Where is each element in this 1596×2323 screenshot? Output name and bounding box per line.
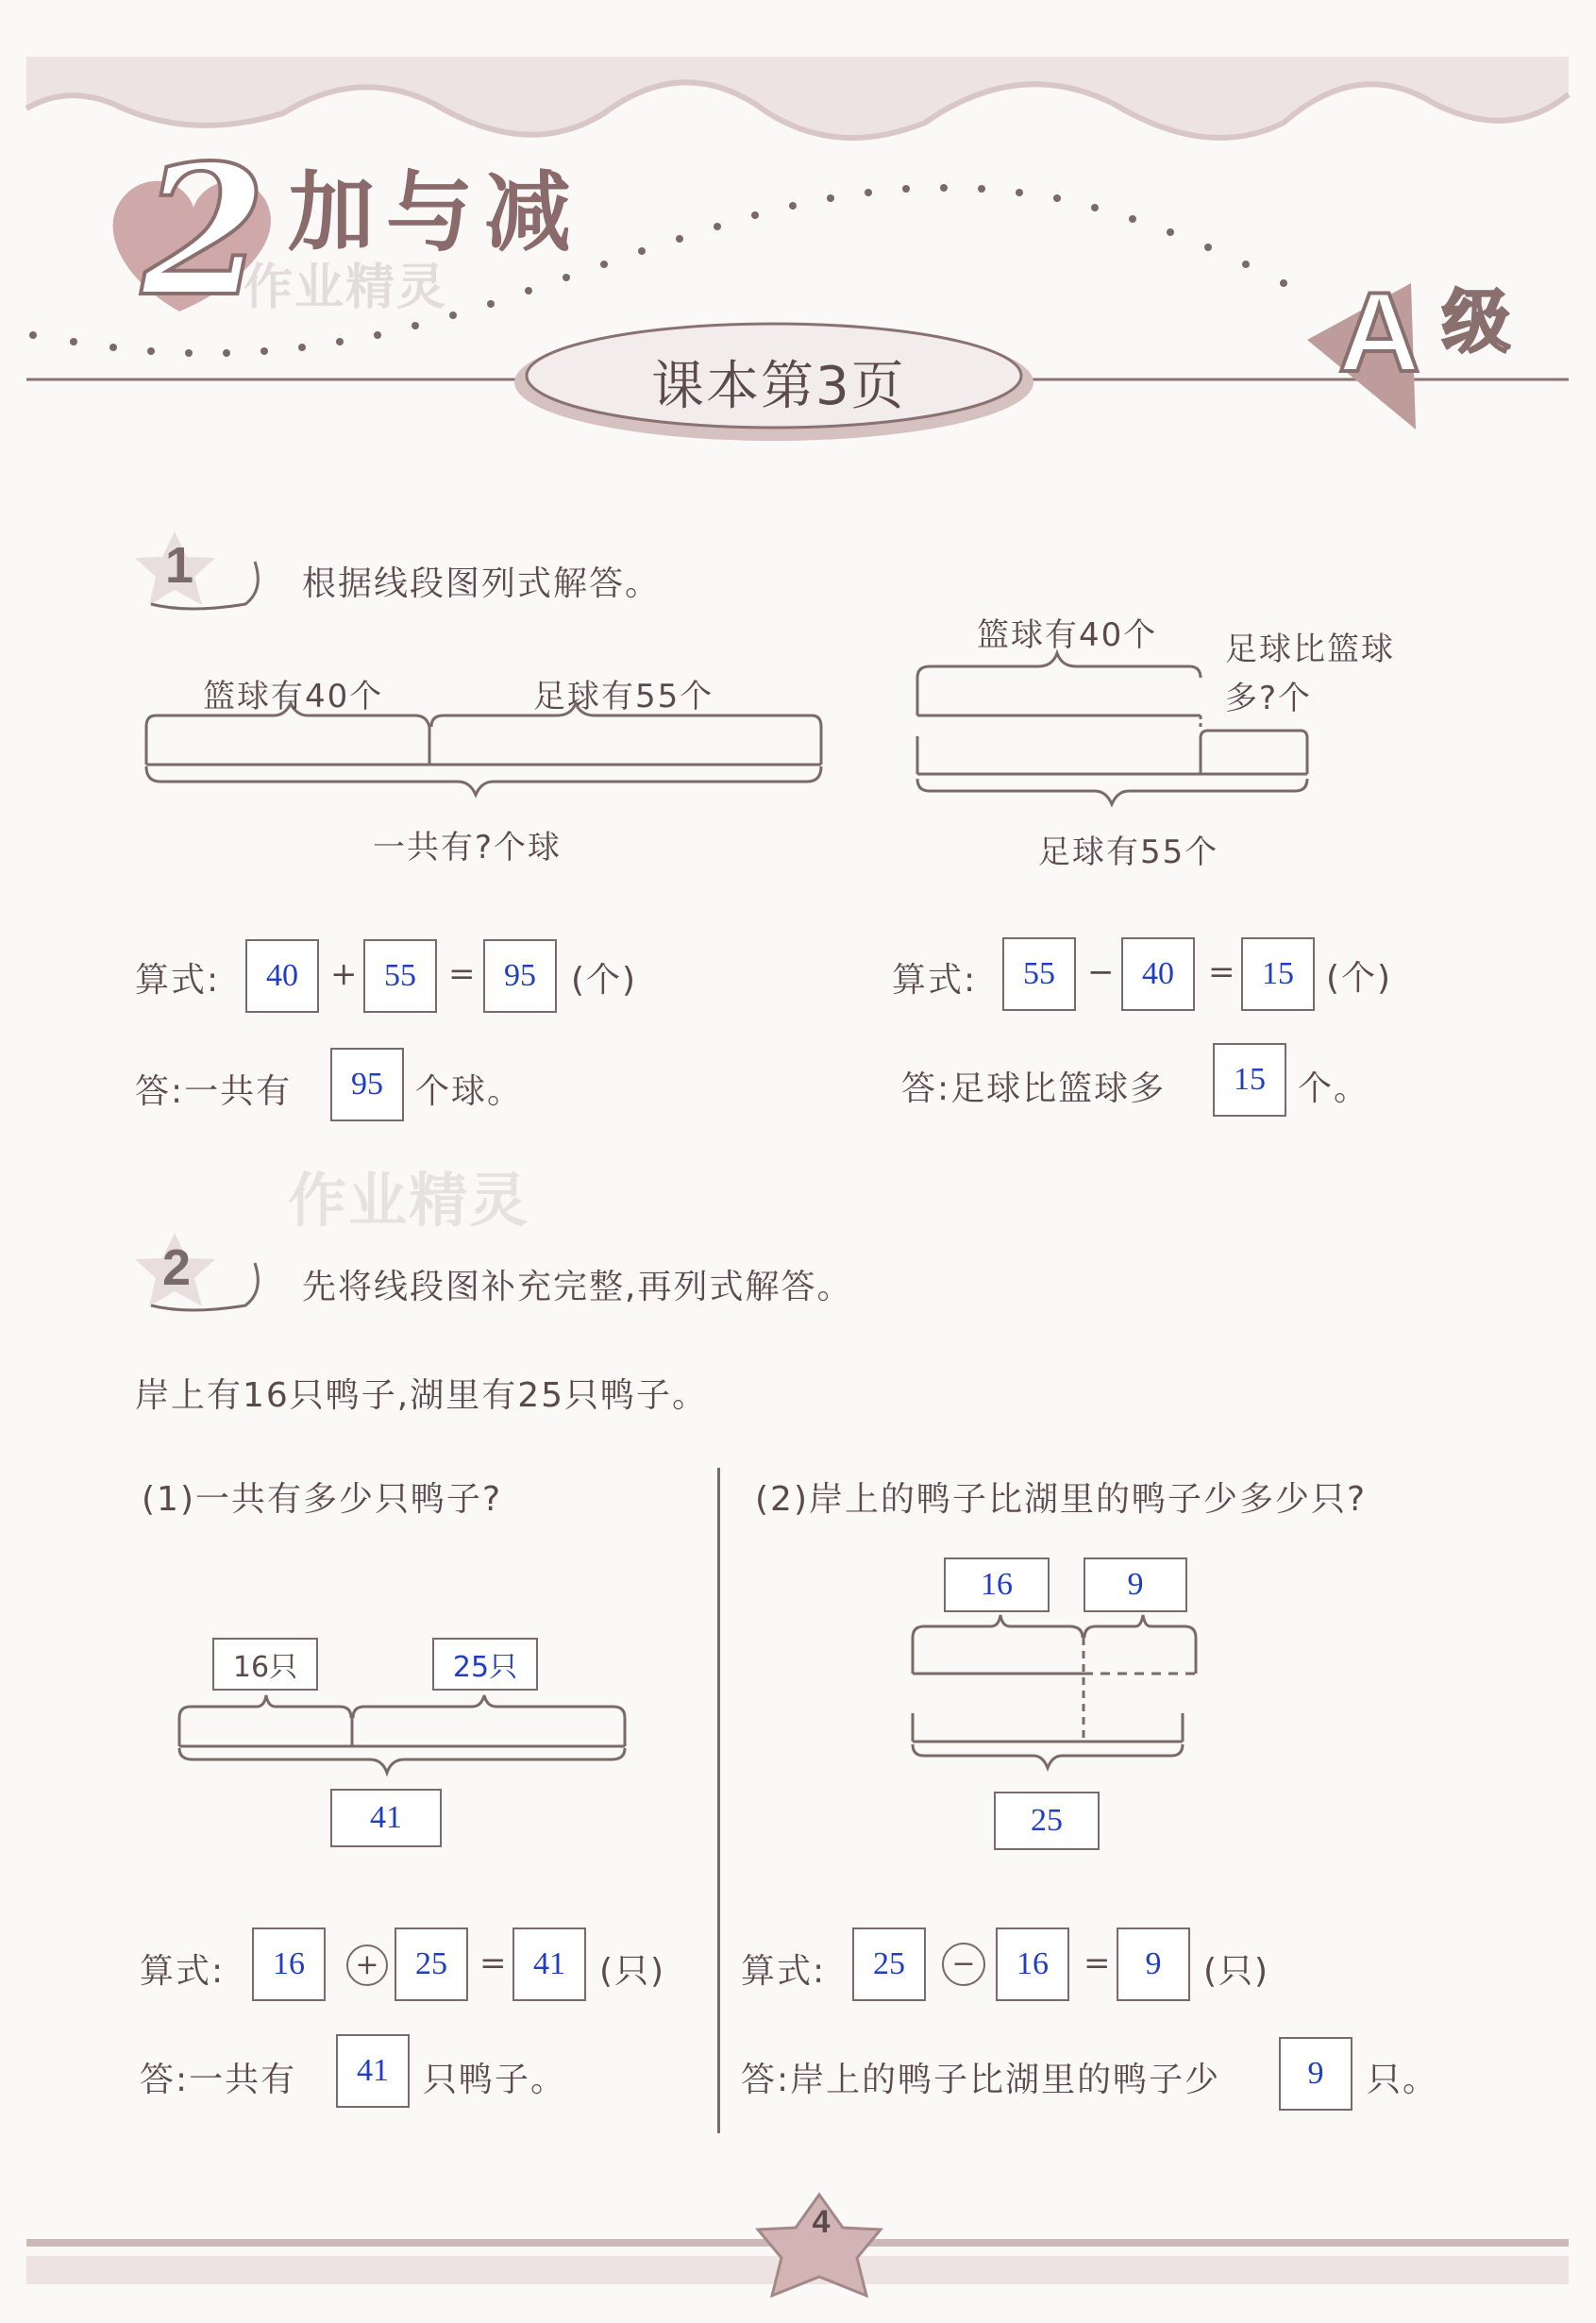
chapter-title: 加与减 [288,162,583,263]
q1-left-eq-equals: = [448,955,476,993]
q1-left-eq-label: 算式: [135,961,221,1000]
q1-right-label-basketball: 篮球有40个 [977,616,1158,654]
q2-divider [717,1468,720,2133]
q1-left-label-football: 足球有55个 [533,678,714,715]
watermark-middle: 作业精灵 [288,1166,530,1235]
q2-part2-eq-a[interactable]: 25 [852,1927,926,2001]
q2-part1-box-total[interactable]: 41 [330,1789,442,1847]
q2-part1-answer-suffix: 只鸭子。 [423,2061,567,2099]
q2-part2-box-top-left[interactable]: 16 [944,1557,1050,1612]
q2-part2-eq-op: − [942,1943,985,1986]
q1-right-eq-unit: (个) [1326,959,1393,998]
q1-left-eq-b[interactable]: 55 [363,939,437,1013]
q2-part1-eq-result[interactable]: 41 [512,1927,586,2001]
q2-part2-box-top-right[interactable]: 9 [1084,1557,1187,1612]
q1-right-eq-label: 算式: [892,961,978,1000]
q2-part1-box-left[interactable]: 16只 [212,1638,318,1691]
q1-left-label-total: 一共有?个球 [373,829,563,867]
q2-part2-question: (2)岸上的鸭子比湖里的鸭子少多少只? [755,1480,1368,1519]
lesson-label: 课本第3页 [651,356,906,417]
q1-number-badge [132,524,274,618]
q1-left-eq-result[interactable]: 95 [483,939,557,1013]
q1-right-answer-value[interactable]: 15 [1213,1043,1286,1117]
q2-part2-eq-b[interactable]: 16 [996,1927,1069,2001]
q1-right-eq-b[interactable]: 40 [1121,937,1195,1011]
q2-part2-eq-equals: = [1084,1944,1111,1982]
q2-part1-eq-equals: = [479,1944,507,1982]
q2-part2-eq-unit: (只) [1203,1952,1270,1991]
q2-part2-eq-result[interactable]: 9 [1117,1927,1190,2001]
q2-part1-box-right[interactable]: 25只 [432,1638,538,1691]
q1-right-eq-op: − [1087,953,1115,991]
q2-statement: 岸上有16只鸭子,湖里有25只鸭子。 [135,1376,709,1415]
q2-number-badge [132,1225,274,1320]
chapter-number: 2 [142,126,267,336]
footer-decoration [0,2171,1596,2323]
q1-instruction: 根据线段图列式解答。 [302,564,662,603]
q2-part1-answer-prefix: 答:一共有 [140,2061,297,2099]
level-suffix: 级 [1442,282,1511,362]
q2-part1-eq-a[interactable]: 16 [252,1927,326,2001]
q1-right-label-more-line1: 足球比篮球 [1225,631,1395,668]
q2-part2-diagram [901,1609,1203,1779]
q2-part2-answer-suffix: 只。 [1367,2061,1439,2099]
q2-part1-eq-unit: (只) [599,1952,666,1991]
q1-left-answer-suffix: 个球。 [415,1072,524,1111]
q2-part1-eq-b[interactable]: 25 [395,1927,468,2001]
q2-part1-eq-op: + [346,1944,388,1986]
q1-left-eq-unit: (个) [571,961,638,1000]
q1-right-answer-prefix: 答:足球比篮球多 [901,1069,1167,1108]
watermark-header: 作业精灵 [244,260,448,316]
q2-part2-answer-value[interactable]: 9 [1279,2037,1352,2111]
q1-right-label-more-line2: 多?个 [1225,680,1313,717]
q1-left-label-basketball: 篮球有40个 [203,678,384,715]
q1-right-eq-result[interactable]: 15 [1241,937,1315,1011]
q2-part1-diagram [170,1690,642,1784]
page-number: 4 [812,2204,831,2240]
q2-part2-box-total[interactable]: 25 [994,1792,1100,1850]
q2-number: 2 [162,1239,192,1296]
q1-right-label-football: 足球有55个 [1038,833,1219,871]
q1-number: 1 [165,537,194,594]
q2-instruction: 先将线段图补充完整,再列式解答。 [302,1268,853,1306]
q1-left-answer-prefix: 答:一共有 [135,1072,293,1111]
q1-right-answer-suffix: 个。 [1298,1069,1370,1108]
q1-right-eq-equals: = [1208,953,1235,991]
level-letter: A [1338,269,1420,396]
q1-left-eq-op: + [330,955,358,993]
q2-part2-answer-prefix: 答:岸上的鸭子比湖里的鸭子少 [741,2061,1221,2099]
q2-part1-question: (1)一共有多少只鸭子? [142,1480,503,1519]
q2-part1-answer-value[interactable]: 41 [336,2034,410,2108]
q2-part1-eq-label: 算式: [140,1952,226,1991]
q1-left-eq-a[interactable]: 40 [245,939,319,1013]
q1-left-answer-value[interactable]: 95 [330,1048,404,1121]
q2-part2-eq-label: 算式: [741,1952,827,1991]
q1-right-eq-a[interactable]: 55 [1002,937,1076,1011]
